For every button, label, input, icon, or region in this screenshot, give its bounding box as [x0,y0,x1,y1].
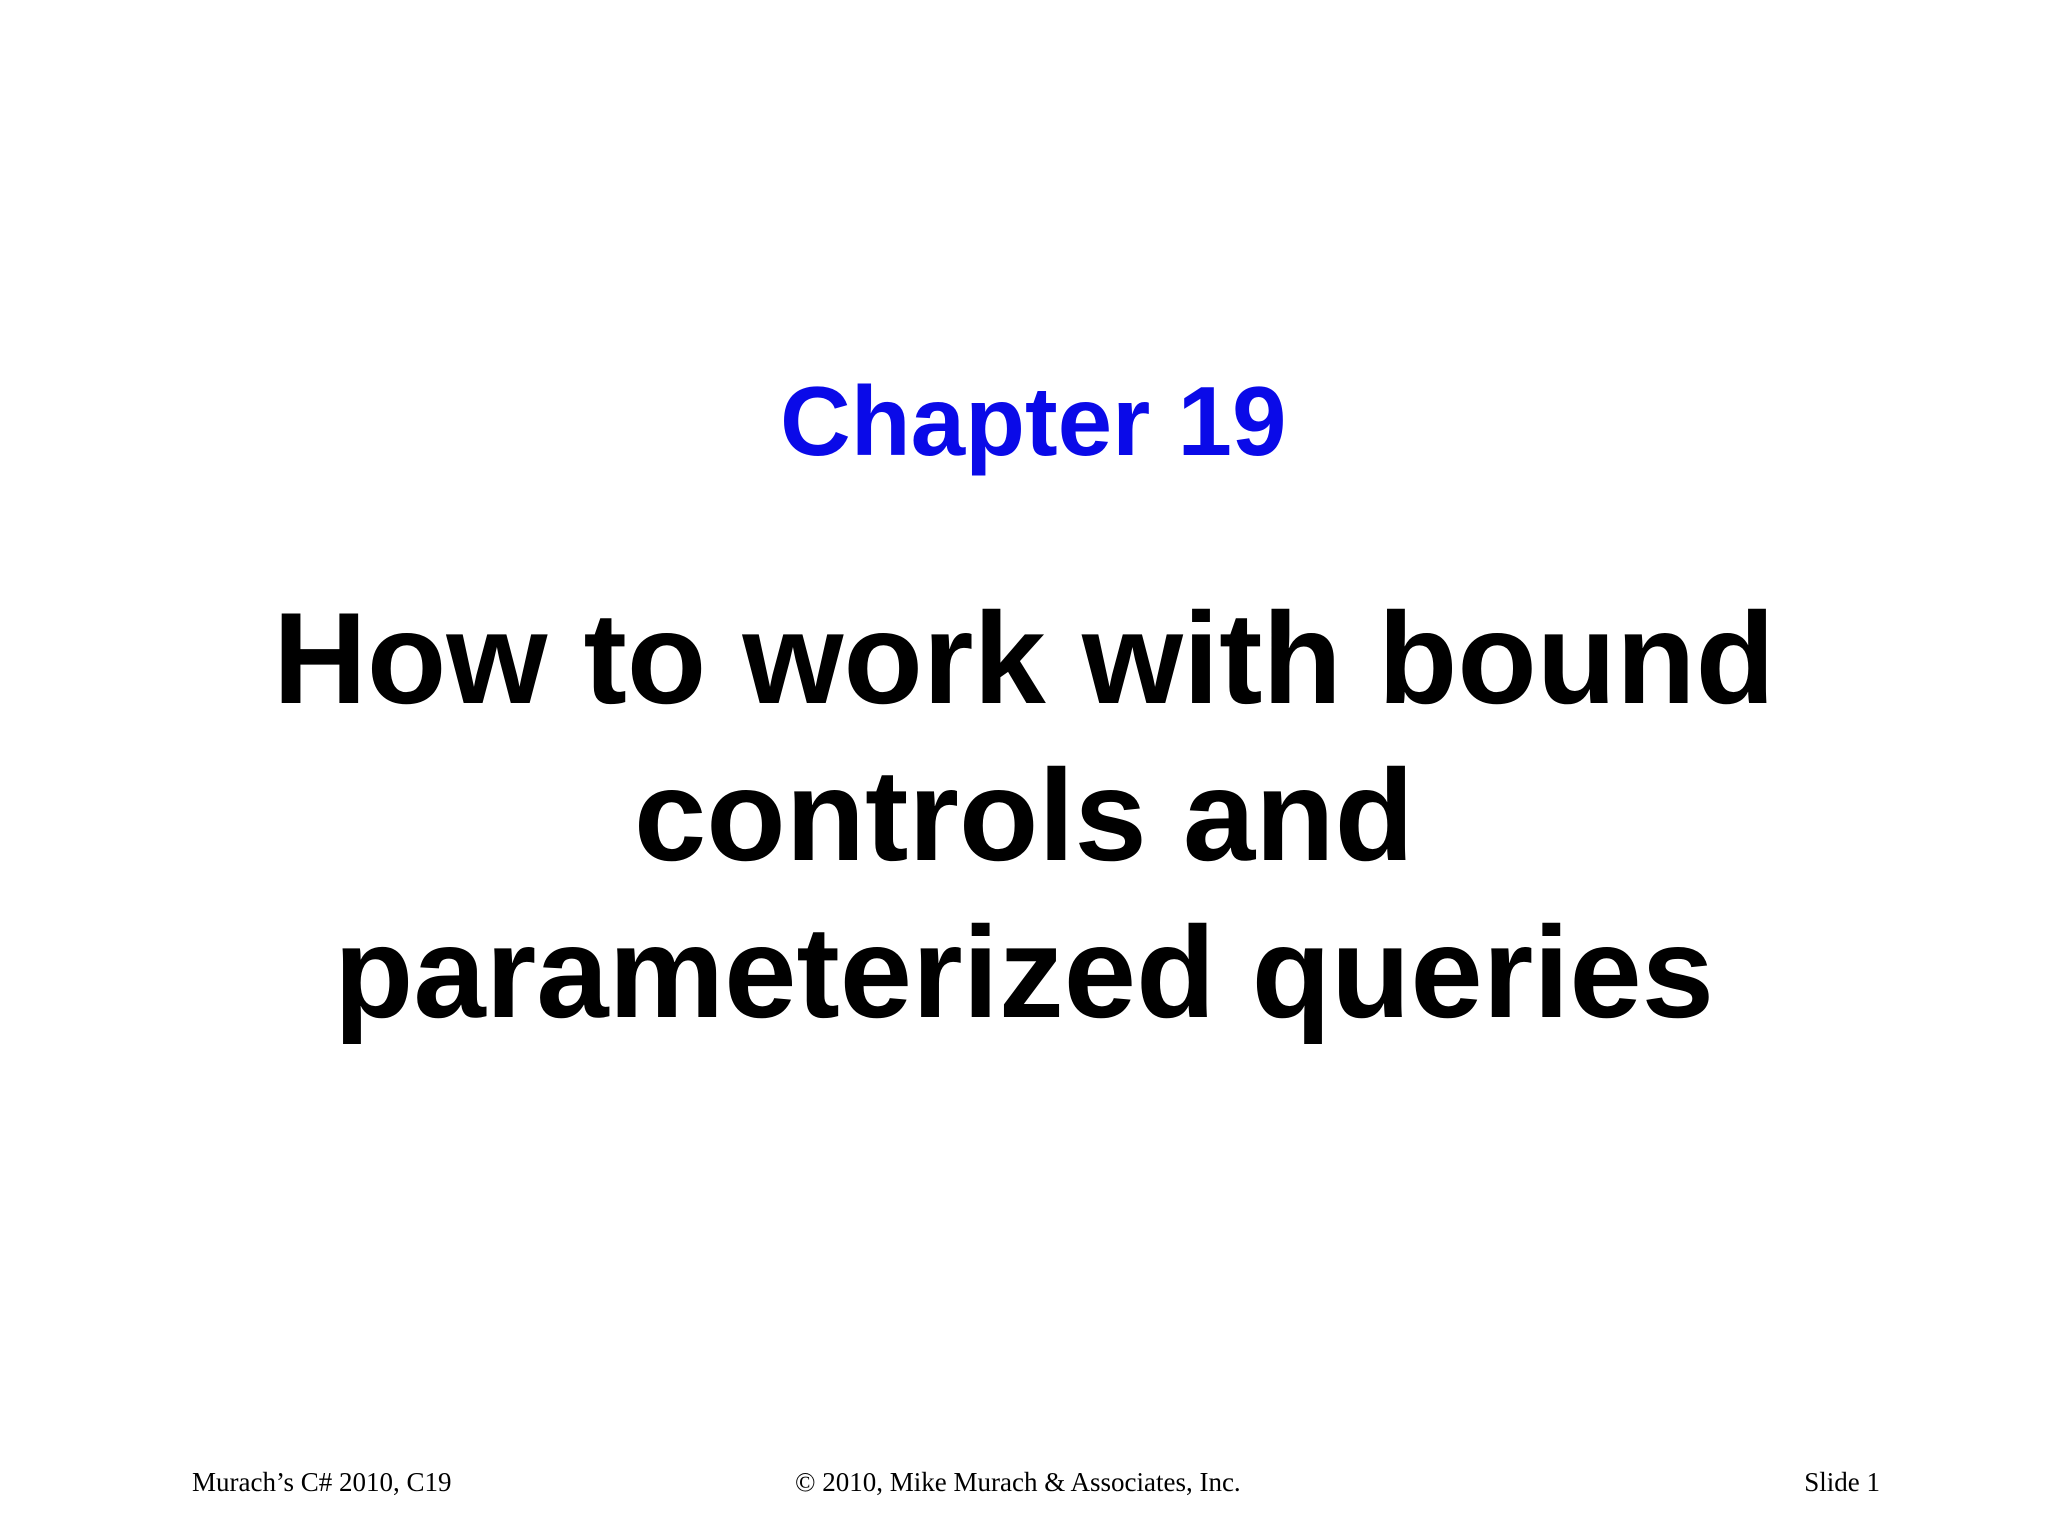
title-line-1: How to work with bound [273,585,1775,731]
chapter-heading: Chapter 19 [780,366,1287,476]
footer-slide-number: Slide 1 [1804,1467,1880,1497]
footer-copyright: © 2010, Mike Murach & Associates, Inc. [795,1467,1241,1497]
title-line-2: controls and [633,742,1415,888]
title-line-3: parameterized queries [333,899,1715,1045]
slide-title [0,580,2048,1051]
footer-book-reference: Murach’s C# 2010, C19 [192,1467,452,1497]
